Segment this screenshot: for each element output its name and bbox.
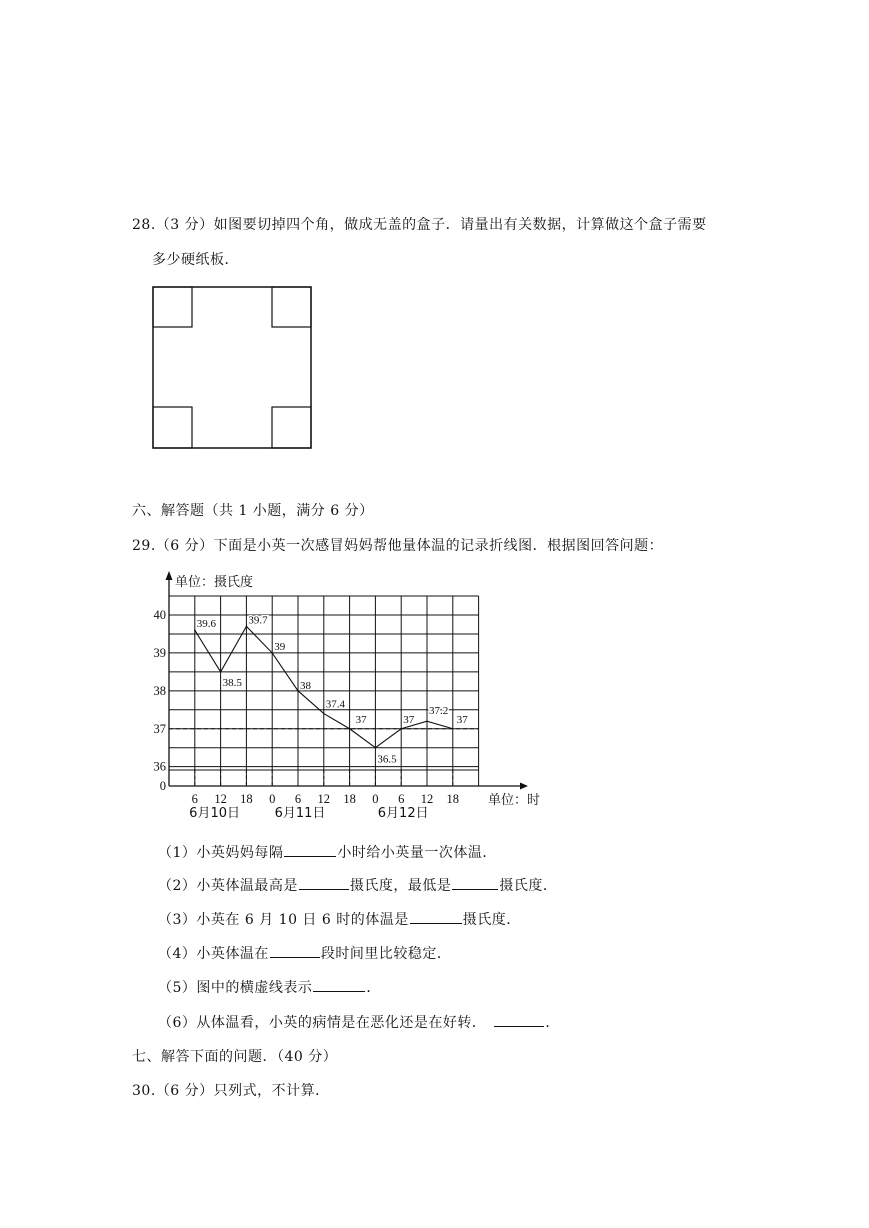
data-label: 38 bbox=[300, 679, 311, 692]
answer-blank-1[interactable] bbox=[284, 842, 336, 857]
x-tick-label: 18 bbox=[446, 792, 460, 806]
q29-sub1: （1）小英妈妈每隔 小时给小英量一次体温． bbox=[158, 842, 497, 862]
data-point bbox=[400, 728, 402, 730]
answer-blank-3[interactable] bbox=[410, 909, 462, 924]
corner-square-top-left bbox=[153, 287, 192, 327]
section-6-heading: 六、解答题（共 1 小题，满分 6 分） bbox=[132, 503, 374, 519]
x-tick-label: 0 bbox=[269, 792, 276, 806]
data-label: 36.5 bbox=[377, 753, 397, 766]
data-point bbox=[426, 720, 428, 722]
data-label: 37.2 bbox=[429, 705, 449, 718]
data-point bbox=[323, 713, 325, 715]
chart-axes bbox=[166, 571, 529, 790]
section-7-heading: 七、解答下面的问题．（40 分） bbox=[132, 1049, 338, 1065]
y-tick-label: 37 bbox=[153, 721, 166, 736]
q29-sub4: （4）小英体温在 段时间里比较稳定． bbox=[158, 943, 451, 963]
answer-blank-2b[interactable] bbox=[452, 875, 498, 890]
x-tick-label: 12 bbox=[420, 792, 434, 806]
x-tick-label: 6 bbox=[398, 792, 405, 806]
date-label: 6月10日 bbox=[189, 806, 241, 821]
y-tick-label: 40 bbox=[153, 608, 166, 622]
corner-square-top-right bbox=[272, 287, 311, 327]
y-axis-label: 单位：摄氏度 bbox=[175, 575, 254, 590]
q29-sub5: （5）图中的横虚线表示 ． bbox=[158, 977, 381, 997]
data-point bbox=[194, 629, 196, 631]
answer-blank-2a[interactable] bbox=[299, 875, 349, 890]
data-label: 37 bbox=[403, 713, 415, 726]
data-point bbox=[349, 728, 351, 730]
y-tick-label: 36 bbox=[153, 759, 166, 774]
y-tick-label: 0 bbox=[159, 779, 166, 793]
data-point bbox=[375, 747, 377, 749]
q28-line1: 28.（3 分）如图要切掉四个角，做成无盖的盒子．请量出有关数据，计算做这个盒子需要 bbox=[132, 217, 707, 233]
answer-blank-5[interactable] bbox=[313, 977, 365, 992]
answer-blank-4[interactable] bbox=[270, 943, 320, 958]
data-label: 39.6 bbox=[196, 618, 217, 631]
data-point bbox=[246, 626, 248, 628]
q29-sub2: （2）小英体温最高是 摄氏度，最低是 摄氏度． bbox=[158, 875, 557, 895]
x-tick-label: 18 bbox=[343, 792, 356, 806]
x-tick-label: 6 bbox=[294, 792, 302, 806]
data-label: 37.4 bbox=[325, 698, 346, 711]
corner-square-bottom-left bbox=[153, 407, 192, 448]
x-tick-label: 12 bbox=[317, 792, 331, 806]
x-tick-label: 0 bbox=[372, 792, 379, 806]
data-point bbox=[271, 652, 273, 654]
date-label: 6月12日 bbox=[377, 806, 429, 821]
answer-blank-6[interactable] bbox=[494, 1012, 544, 1027]
x-axis-label: 单位：时 bbox=[488, 793, 541, 808]
data-label: 37 bbox=[456, 713, 468, 726]
q29-intro: 29.（6 分）下面是小英一次感冒妈妈帮他量体温的记录折线图．根据图回答问题： bbox=[132, 538, 664, 554]
cardboard-cutout-figure bbox=[152, 286, 312, 449]
y-axis-arrow bbox=[166, 571, 173, 580]
x-tick-label: 12 bbox=[214, 792, 227, 806]
data-label: 38.5 bbox=[222, 676, 242, 689]
data-point bbox=[452, 728, 454, 730]
x-axis-arrow bbox=[520, 783, 528, 790]
corner-square-bottom-right bbox=[272, 407, 311, 448]
y-tick-label: 38 bbox=[153, 683, 166, 698]
data-point bbox=[220, 671, 222, 673]
data-label: 39 bbox=[274, 640, 286, 653]
data-label: 37 bbox=[355, 713, 367, 726]
q29-sub3: （3）小英在 6 月 10 日 6 时的体温是 摄氏度． bbox=[158, 909, 521, 929]
temperature-line-chart bbox=[150, 568, 550, 830]
data-point bbox=[297, 690, 299, 692]
x-tick-label: 6 bbox=[191, 792, 198, 806]
q30-text: 30.（6 分）只列式，不计算． bbox=[132, 1083, 330, 1099]
date-label: 6月11日 bbox=[274, 806, 326, 821]
q28-line2: 多少硬纸板． bbox=[152, 252, 239, 268]
x-tick-label: 18 bbox=[240, 792, 253, 806]
data-label: 39.7 bbox=[248, 614, 268, 627]
q29-sub6: （6）从体温看，小英的病情是在恶化还是在好转． ． bbox=[158, 1012, 560, 1032]
y-tick-label: 39 bbox=[153, 645, 166, 660]
